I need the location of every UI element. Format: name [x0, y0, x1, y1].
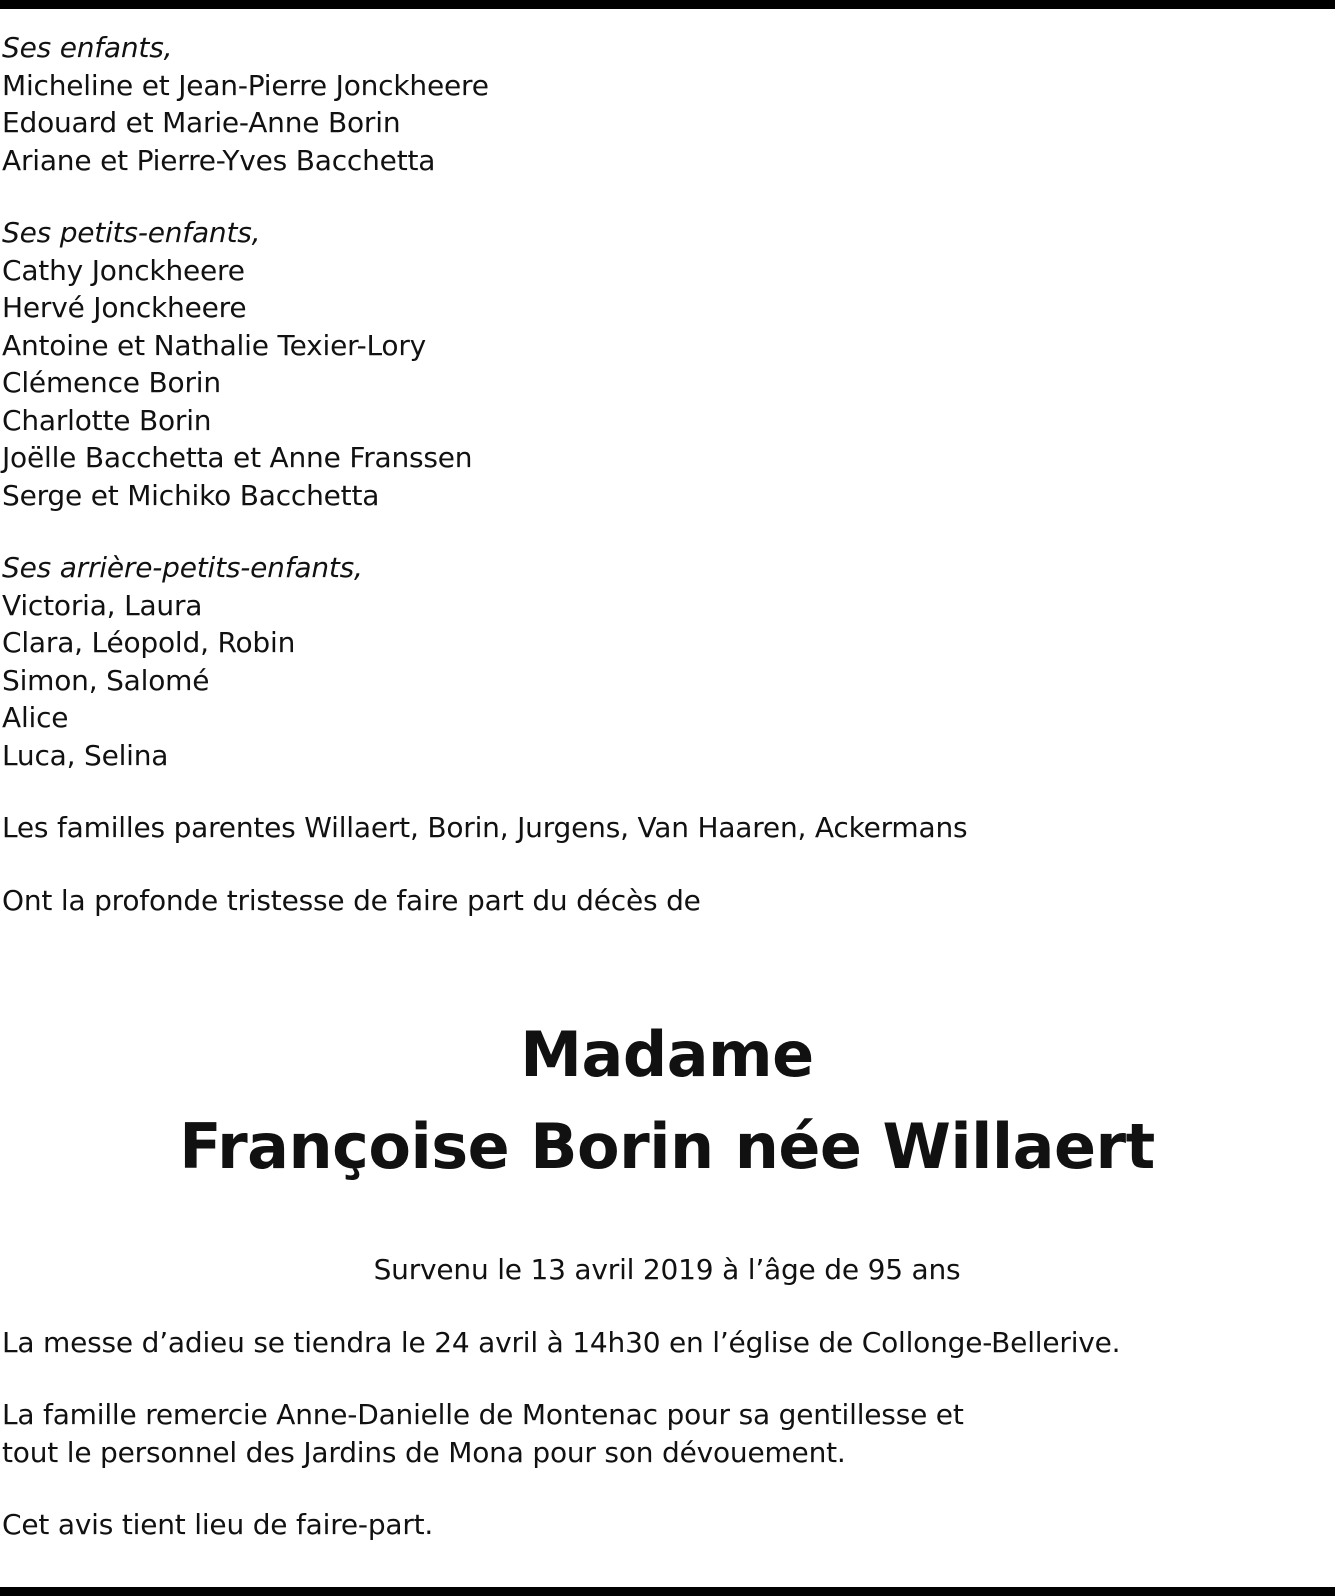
top-border: [0, 0, 1335, 9]
related-families: Les familles parentes Willaert, Borin, Jurgens, Van Haaren, Ackermans: [2, 811, 968, 844]
death-info: Survenu le 13 avril 2019 à l’âge de 95 ans: [373, 1253, 961, 1286]
thanks-line: tout le personnel des Jardins de Mona pour son dévouement.: [2, 1435, 846, 1469]
grandchild-name: Cathy Jonckheere: [2, 253, 245, 287]
grandchild-name: Joëlle Bacchetta et Anne Franssen: [2, 441, 473, 474]
announcement-text: Ont la profonde tristesse de faire part du décès de: [2, 883, 701, 917]
grandchild-name: Serge et Michiko Bacchetta: [2, 478, 380, 512]
great-grandchild-name: Luca, Selina: [2, 738, 169, 772]
funeral-mass-info: La messe d’adieu se tiendra le 24 avril à 14h30 en l’église de Collonge-Bellerive.: [2, 1325, 1121, 1359]
great-grandchildren-section: [2, 549, 1332, 774]
closing-note: Cet avis tient lieu de faire-part.: [2, 1508, 434, 1541]
deceased-title: Madame: [520, 1018, 814, 1091]
grandchildren-section: [2, 214, 1332, 514]
grandchild-name: Hervé Jonckheere: [2, 291, 247, 324]
great-grandchild-name: Clara, Léopold, Robin: [2, 626, 296, 659]
child-name: Edouard et Marie-Anne Borin: [2, 106, 401, 139]
child-name: Micheline et Jean-Pierre Jonckheere: [2, 68, 489, 102]
great-grandchild-name: Victoria, Laura: [2, 588, 203, 622]
grandchild-name: Charlotte Borin: [2, 403, 212, 437]
thanks-line: La famille remercie Anne-Danielle de Montenac pour sa gentillesse et: [2, 1398, 964, 1431]
grandchild-name: Clémence Borin: [2, 366, 221, 399]
obituary-notice: [2, 29, 1332, 1544]
great-grandchild-name: Simon, Salomé: [2, 663, 210, 697]
great-grandchild-name: Alice: [2, 701, 69, 734]
bottom-border: [0, 1587, 1335, 1596]
great-grandchildren-heading: Ses arrière-petits-enfants,: [2, 551, 363, 584]
child-name: Ariane et Pierre-Yves Bacchetta: [2, 143, 436, 177]
grandchildren-heading: Ses petits-enfants,: [2, 216, 261, 249]
deceased-name: Françoise Borin née Willaert: [179, 1110, 1155, 1183]
children-heading: Ses enfants,: [2, 31, 173, 64]
children-section: [2, 29, 1332, 179]
deceased-block: [2, 1009, 1332, 1193]
grandchild-name: Antoine et Nathalie Texier-Lory: [2, 328, 427, 362]
thanks-paragraph: [2, 1396, 1332, 1471]
